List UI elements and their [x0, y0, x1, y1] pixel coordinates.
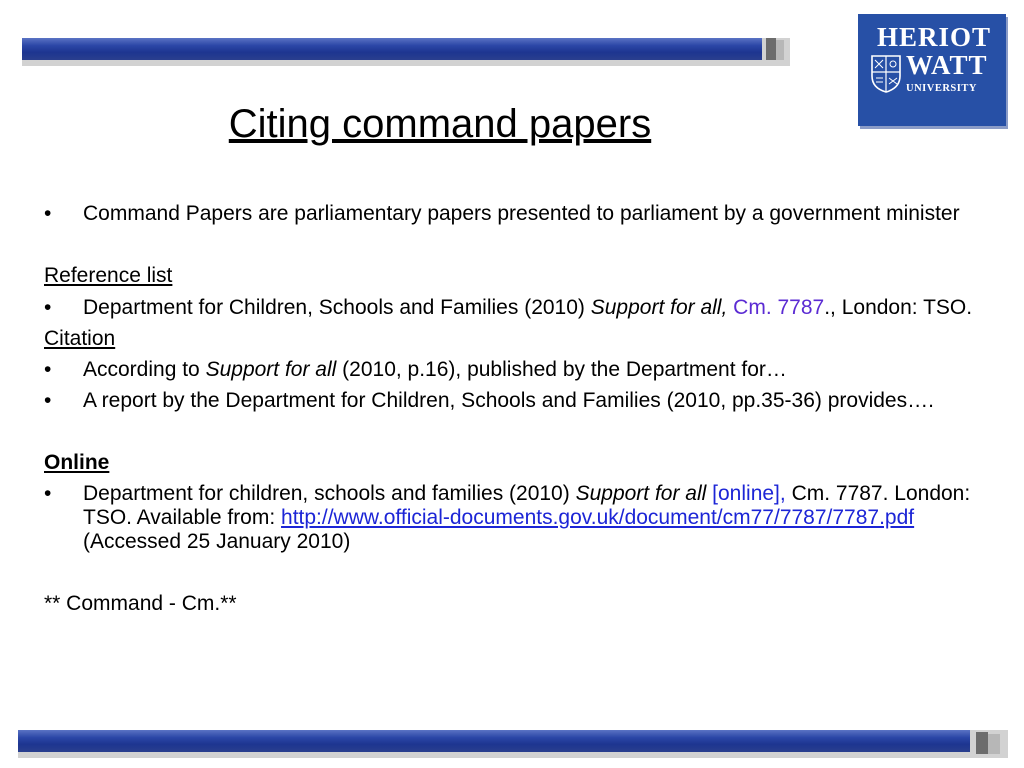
- heriot-watt-logo: [858, 14, 1006, 126]
- reference-title: Support for all,: [590, 296, 728, 319]
- citation-1-title: Support for all: [205, 358, 337, 381]
- bar-end-block: [988, 734, 1000, 754]
- logo-line-2: WATT: [906, 50, 988, 80]
- slide-title-text: Citing command papers: [228, 102, 652, 146]
- online-heading: Online: [44, 451, 110, 474]
- citation-1-text-1: According to: [83, 358, 206, 381]
- online-title: Support for all: [575, 482, 707, 505]
- reference-text-2: ., London: TSO.: [824, 296, 973, 319]
- slide-content: [44, 202, 1004, 616]
- online-label: [online],: [712, 482, 786, 505]
- bar-end-block: [766, 38, 776, 60]
- citation-heading: Citation: [44, 327, 116, 350]
- online-text-2: Cm. 7787. London: TSO. Available from:: [83, 482, 971, 529]
- reference-command-number: Cm. 7787: [733, 296, 825, 319]
- bar-gradient: [18, 730, 970, 752]
- crest-icon: [870, 54, 902, 94]
- citation-item: [44, 358, 1004, 382]
- citation-1-text-2: (2010, p.16), published by the Department for…: [336, 358, 787, 381]
- logo-line-3: UNIVERSITY: [906, 83, 977, 94]
- bar-gradient: [22, 38, 762, 60]
- citation-item: [44, 389, 1004, 413]
- slide-title: [0, 100, 880, 148]
- document-url-link[interactable]: http://www.official-documents.gov.uk/document/cm77/7787/7787.pdf: [281, 506, 915, 529]
- footnote: ** Command - Cm.**: [44, 592, 237, 615]
- reference-list-heading: Reference list: [44, 264, 173, 287]
- intro-text: Command Papers are parliamentary papers presented to parliament by a government minister: [83, 202, 960, 225]
- reference-item: [44, 296, 1004, 320]
- logo-line-1: HERIOT: [876, 22, 992, 52]
- online-text-1: Department for children, schools and families (2010): [83, 482, 576, 505]
- online-text-3: (Accessed 25 January 2010): [83, 530, 351, 553]
- online-item: [44, 482, 1004, 554]
- bar-end-block: [976, 732, 988, 754]
- intro-bullet: [44, 202, 1004, 226]
- bar-end-block: [776, 40, 784, 60]
- reference-text-1: Department for Children, Schools and Families (2010): [83, 296, 591, 319]
- citation-2-text: A report by the Department for Children, Schools and Families (2010, pp.35-36) provides….: [83, 389, 934, 412]
